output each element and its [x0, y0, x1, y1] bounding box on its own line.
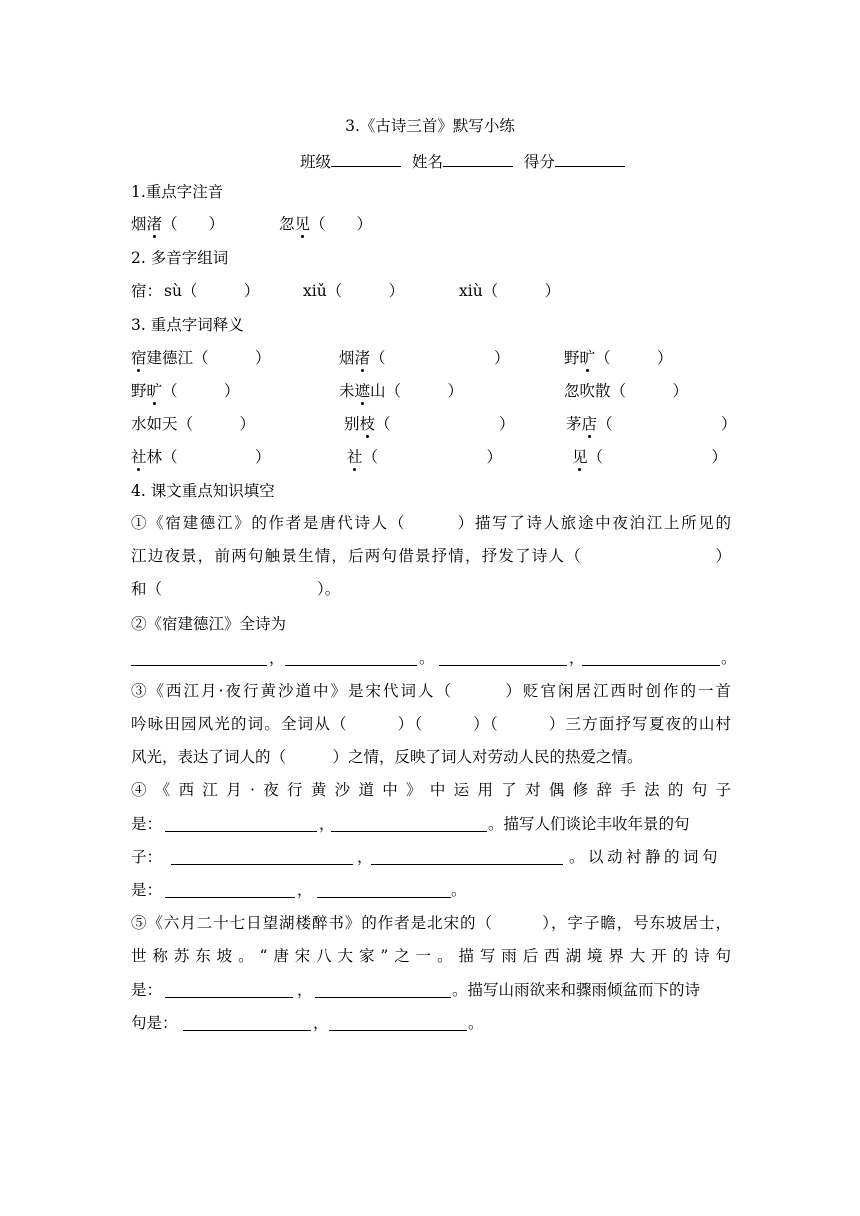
punct: ， [313, 1014, 329, 1032]
vocab-item[interactable] [344, 414, 515, 434]
vocab-item[interactable] [131, 447, 271, 467]
question-4-row [131, 847, 731, 867]
punct: ， [297, 981, 313, 999]
question-5-row [131, 1013, 731, 1033]
class-blank[interactable] [331, 150, 401, 167]
vocab-text: （ ） [162, 382, 240, 400]
section-4-heading: 4. 课文重点知识填空 [131, 482, 275, 500]
dotted-char: 旷 [579, 349, 596, 367]
question-3-line: 风光，表达了词人的（ ）之情，反映了词人对劳动人民的热爱之情。 [131, 748, 643, 766]
dotted-char: 见 [572, 448, 588, 466]
question-3-line: ③《西江月·夜行黄沙道中》是宋代词人（ ）贬官闲居江西时创作的一首 [131, 682, 731, 700]
vocab-item[interactable] [572, 447, 727, 467]
char: 未 [339, 382, 355, 400]
label: 是： [131, 881, 163, 899]
vocab-text: （ ） [375, 415, 515, 433]
dotted-char: 宿 [131, 349, 147, 367]
answer-blank[interactable] [371, 863, 563, 865]
vocab-text: 建德江（ ） [146, 349, 271, 367]
page-title: 3.《古诗三首》默写小练 [345, 117, 515, 135]
answer-blank[interactable] [331, 830, 487, 832]
char: 茅 [566, 415, 582, 433]
dotted-char: 渚 [354, 349, 371, 367]
answer-blank[interactable] [183, 1029, 311, 1031]
dotted-char: 旷 [146, 382, 163, 400]
answer-blank[interactable] [582, 664, 720, 666]
vocab-item[interactable] [131, 348, 271, 368]
answer-blank[interactable] [165, 896, 295, 898]
char: 忽 [279, 215, 295, 233]
question-1-line: ①《宿建德江》的作者是唐代诗人（ ）描写了诗人旅途中夜泊江上所见的 [131, 514, 731, 532]
section-3-heading: 3. 重点字词释义 [131, 316, 244, 334]
answer-blank[interactable] [439, 664, 567, 666]
vocab-item[interactable] [566, 414, 737, 434]
punct: ， [319, 815, 335, 833]
label: 。描写人们谈论丰收年景的句 [488, 815, 690, 833]
vocab-text: （ ） [595, 349, 673, 367]
answer-blank[interactable] [285, 664, 417, 666]
vocab-text: 水如天（ ） [131, 415, 256, 433]
punct: 。 [721, 649, 737, 667]
question-5-row [131, 980, 731, 1000]
pinyin-item-1 [131, 214, 224, 234]
vocab-item[interactable] [339, 348, 510, 368]
dotted-char: 社 [347, 448, 363, 466]
label: 。描写山雨欲来和骤雨倾盆而下的诗 [452, 981, 701, 999]
vocab-text: 忽吹散（ ） [564, 382, 689, 400]
punct: ， [297, 881, 313, 899]
vocab-text: 林（ ） [146, 448, 271, 466]
punct: ， [569, 649, 585, 667]
polyphone-xiu4[interactable]: xiù（ ） [459, 282, 561, 300]
label: 句是： [131, 1014, 178, 1032]
answer-blank[interactable] [165, 830, 317, 832]
answer-blank[interactable] [329, 1029, 467, 1031]
char: 烟 [339, 349, 355, 367]
vocab-item[interactable] [131, 414, 255, 434]
pinyin-item-2 [279, 214, 372, 234]
name-blank[interactable] [443, 150, 513, 167]
score-blank[interactable] [555, 150, 625, 167]
vocab-text: （ ） [587, 448, 728, 466]
polyphone-char: 宿： [131, 282, 163, 300]
question-3-line: 吟咏田园风光的词。全词从（ ）（ ）（ ）三方面抒写夏夜的山村 [131, 715, 731, 733]
question-2-answer-row [131, 648, 737, 668]
polyphone-xiu3[interactable]: xiǔ（ ） [303, 282, 405, 300]
class-label: 班级 [300, 153, 332, 171]
vocab-item[interactable] [131, 381, 240, 401]
label: 是： [131, 981, 163, 999]
label: 子： [131, 848, 163, 866]
score-label: 得分 [523, 153, 555, 171]
vocab-item[interactable] [339, 381, 463, 401]
vocab-item[interactable] [564, 381, 688, 401]
dotted-char: 店 [581, 415, 598, 433]
label: 是： [131, 815, 163, 833]
answer-bracket[interactable]: （ ） [310, 215, 373, 233]
student-info [300, 150, 625, 172]
polyphone-su[interactable]: sù（ ） [164, 282, 260, 300]
question-1-line: 江边夜景，前两句触景生情，后两句借景抒情，抒发了诗人（ ） [131, 547, 731, 565]
char: 野 [564, 349, 580, 367]
dotted-char: 枝 [359, 415, 376, 433]
question-2-line: ②《宿建德江》全诗为 [131, 615, 287, 633]
answer-blank[interactable] [131, 664, 267, 666]
vocab-text: 山（ ） [370, 382, 464, 400]
answer-blank[interactable] [171, 863, 353, 865]
question-4-row [131, 880, 731, 900]
vocab-text: （ ） [362, 448, 503, 466]
vocab-item[interactable] [347, 447, 502, 467]
question-1-line: 和（ ）。 [131, 580, 341, 598]
answer-blank[interactable] [315, 996, 451, 998]
char: 野 [131, 382, 147, 400]
dotted-char: 渚 [146, 215, 163, 233]
answer-blank[interactable] [317, 896, 451, 898]
dotted-char: 见 [294, 215, 311, 233]
punct: ， [269, 649, 285, 667]
vocab-text: （ ） [370, 349, 510, 367]
punct: 。 [468, 1014, 484, 1032]
answer-bracket[interactable]: （ ） [162, 215, 225, 233]
vocab-text: （ ） [597, 415, 737, 433]
char: 烟 [131, 215, 147, 233]
punct: 。 [419, 649, 435, 667]
section-1-heading: 1.重点字注音 [131, 183, 224, 201]
answer-blank[interactable] [165, 996, 293, 998]
punct: ， [357, 848, 373, 866]
char: 别 [344, 415, 360, 433]
question-5-line: ⑤《六月二十七日望湖楼醉书》的作者是北宋的（ ），字子瞻，号东坡居士， [131, 914, 731, 932]
label: 。以动衬静的词句 [569, 848, 722, 866]
dotted-char: 遮 [354, 382, 371, 400]
question-5-line: 世称苏东坡。“唐宋八大家”之一。描写雨后西湖境界大开的诗句 [131, 947, 731, 965]
punct: 。 [451, 881, 467, 899]
section-2-heading: 2. 多音字组词 [131, 249, 229, 267]
question-4-row [131, 814, 731, 834]
question-4-line: ④《西江月·夜行黄沙道中》中运用了对偶修辞手法的句子 [131, 781, 731, 799]
vocab-item[interactable] [564, 348, 673, 368]
name-label: 姓名 [411, 153, 443, 171]
dotted-char: 社 [131, 448, 147, 466]
